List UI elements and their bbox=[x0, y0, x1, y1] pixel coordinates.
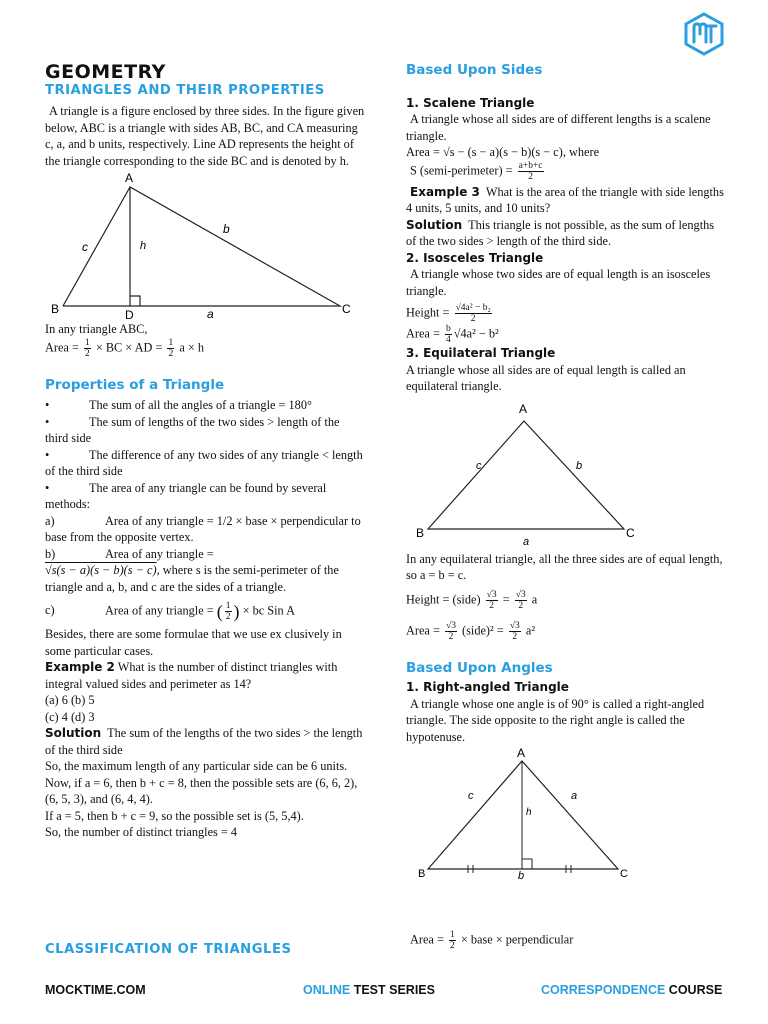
triangle-figure bbox=[45, 171, 355, 321]
method-b: b) Area of any triangle = bbox=[45, 546, 214, 561]
footer-correspondence[interactable]: CORRESPONDENCE COURSE bbox=[541, 983, 723, 997]
angles-heading: Based Upon Angles bbox=[406, 659, 553, 676]
equilateral-figure bbox=[406, 399, 646, 549]
isosceles-area: Area = $\frac{b}{4}$ √4a² − b² bbox=[406, 324, 499, 345]
vertex-a-label: A bbox=[125, 171, 134, 185]
side-a-label: a bbox=[207, 307, 214, 321]
list-item: • The area of any triangle can be found by several methods: bbox=[45, 480, 327, 511]
example-3: Example 3 What is the area of the triangle with side lengths 4 units, 5 units, and 10 units? bbox=[406, 184, 724, 215]
method-b-formula: √s(s − a)(s − b)(s − c), where s is the semi-perimeter of the triangle and a, b, and c are the sides of a triangle. bbox=[45, 563, 339, 594]
logo-hexagon-icon bbox=[682, 12, 726, 56]
half-fraction: $\frac{1}{2}$ bbox=[84, 337, 90, 359]
solution-3: Solution This triangle is not possible, as the sum of lengths of the two sides > length of the third side. bbox=[406, 217, 715, 248]
isosceles-height: Height = $\frac{\text{√4a² − b₂}}{2}$ bbox=[406, 303, 491, 324]
solution-line: If a = 5, then b + c = 9, so the possible set is (5, 5,4). bbox=[45, 808, 304, 823]
isosceles-text: A triangle whose two sides are of equal length is an isosceles triangle. bbox=[406, 267, 711, 298]
left-column bbox=[45, 61, 365, 841]
side-c-label: c bbox=[82, 240, 88, 254]
right-angle-heading: 1. Right-angled Triangle bbox=[406, 680, 569, 694]
scalene-text: A triangle whose all sides are of different lengths is a scalene triangle. bbox=[406, 112, 711, 143]
side-a-label: a bbox=[523, 535, 530, 548]
half-fraction: $\frac{1}{2}$ bbox=[168, 337, 174, 359]
properties-heading: Properties of a Triangle bbox=[45, 376, 225, 393]
vertex-a-label: A bbox=[519, 401, 528, 416]
classification-heading: CLASSIFICATION OF TRIANGLES bbox=[45, 942, 292, 957]
besides-text: Besides, there are some formulae that we use ex clusively in some particular cases. bbox=[45, 627, 342, 658]
area-formula: Area = $\frac{1}{2}$ × BC × AD = $\frac{1}{2}$ a × h bbox=[45, 337, 205, 359]
isosceles-heading: 2. Isosceles Triangle bbox=[406, 250, 544, 265]
list-item: • The difference of any two sides of any triangle < length of the third side bbox=[45, 447, 363, 478]
sides-heading: Based Upon Sides bbox=[406, 62, 543, 78]
scalene-area: Area = √s − (s − a)(s − b)(s − c), where bbox=[406, 145, 600, 159]
side-a-label: a bbox=[571, 790, 578, 802]
list-item: • The sum of lengths of the two sides > length of the third side bbox=[45, 414, 340, 445]
side-b-label: b bbox=[576, 459, 583, 472]
footer-site-link[interactable]: MOCKTIME.COM bbox=[45, 983, 146, 997]
vertex-b-label: B bbox=[416, 525, 425, 540]
equilateral-note: In any equilateral triangle, all the three sides are of equal length, so a = b = c. bbox=[406, 551, 723, 582]
semi-perimeter: S (semi-perimeter) = $\frac{a+b+c}{2}$ bbox=[410, 160, 543, 182]
vertex-b-label: B bbox=[418, 868, 426, 880]
height-h-label: h bbox=[140, 240, 147, 252]
method-c: c) Area of any triangle = ( $\frac{1}{2}$ ) × bc Sin A bbox=[45, 601, 295, 622]
section-title: TRIANGLES AND THEIR PROPERTIES bbox=[45, 82, 325, 98]
list-item: • The sum of all the angles of a triangle = 180° bbox=[45, 398, 312, 412]
example-2-options-2: (c) 4 (d) 3 bbox=[45, 709, 95, 724]
intro-paragraph: A triangle is a figure enclosed by three sides. In the figure given below, ABC is a triangle with sides AB, BC, and CA measuring c, a, and b units, respectively. Line AD represents the height of the triangle corresponding to the side BC and is denoted by h. bbox=[45, 104, 365, 168]
vertex-c-label: C bbox=[620, 868, 628, 880]
vertex-d-label: D bbox=[125, 308, 134, 321]
solution-line: Now, if a = 6, then b + c = 8, then the possible sets are (6, 6, 2), (6, 5, 3), and (6, 4, 4). bbox=[45, 775, 358, 806]
solution: Solution The sum of the lengths of the two sides > the length of the third side bbox=[45, 726, 363, 757]
logo bbox=[682, 12, 726, 56]
scalene-heading: 1. Scalene Triangle bbox=[406, 95, 535, 110]
right-column bbox=[406, 62, 726, 882]
equilateral-area: Area = $\frac{√3}{2}$ (side)² = $\frac{√3}{2}$ a² bbox=[406, 620, 536, 642]
any-triangle-text: In any triangle ABC, bbox=[45, 322, 148, 336]
side-c-label: c bbox=[468, 790, 474, 802]
half-fraction: $\frac{1}{2}$ bbox=[225, 601, 231, 622]
vertex-c-label: C bbox=[342, 302, 351, 316]
right-angle-text: A triangle whose one angle is of 90° is called a right-angled triangle. The side opposite to the right angle is called the hypotenuse. bbox=[406, 696, 705, 744]
vertex-a-label: A bbox=[517, 747, 526, 760]
vertex-c-label: C bbox=[626, 525, 635, 540]
page-title: GEOMETRY bbox=[45, 61, 166, 83]
solution-line: So, the number of distinct triangles = 4 bbox=[45, 825, 238, 839]
right-angle-figure bbox=[406, 747, 646, 882]
side-b-label: b bbox=[223, 222, 230, 236]
side-c-label: c bbox=[476, 459, 482, 472]
footer bbox=[45, 982, 723, 1002]
equilateral-text: A triangle whose all sides are of equal length is called an equilateral triangle. bbox=[406, 362, 686, 393]
solution-line: So, the maximum length of any particular side can be 6 units. bbox=[45, 759, 348, 773]
equilateral-height: Height = (side) $\frac{√3}{2}$ = $\frac{√3}{2}$ a bbox=[406, 589, 538, 611]
equilateral-heading: 3. Equilateral Triangle bbox=[406, 346, 556, 360]
side-b-label: b bbox=[518, 870, 525, 882]
right-area-formula: Area = $\frac{1}{2}$ × base × perpendicular bbox=[410, 930, 574, 951]
vertex-b-label: B bbox=[51, 302, 60, 316]
example-2: Example 2 What is the number of distinct triangles with integral valued sides and perimeter as 14? bbox=[45, 660, 338, 691]
footer-test-series[interactable]: ONLINE TEST SERIES bbox=[303, 983, 435, 997]
method-a: a) Area of any triangle = 1/2 × base × perpendicular to base from the opposite vertex. bbox=[45, 513, 361, 544]
example-2-options-1: (a) 6 (b) 5 bbox=[45, 693, 95, 707]
height-h-label: h bbox=[526, 807, 532, 818]
